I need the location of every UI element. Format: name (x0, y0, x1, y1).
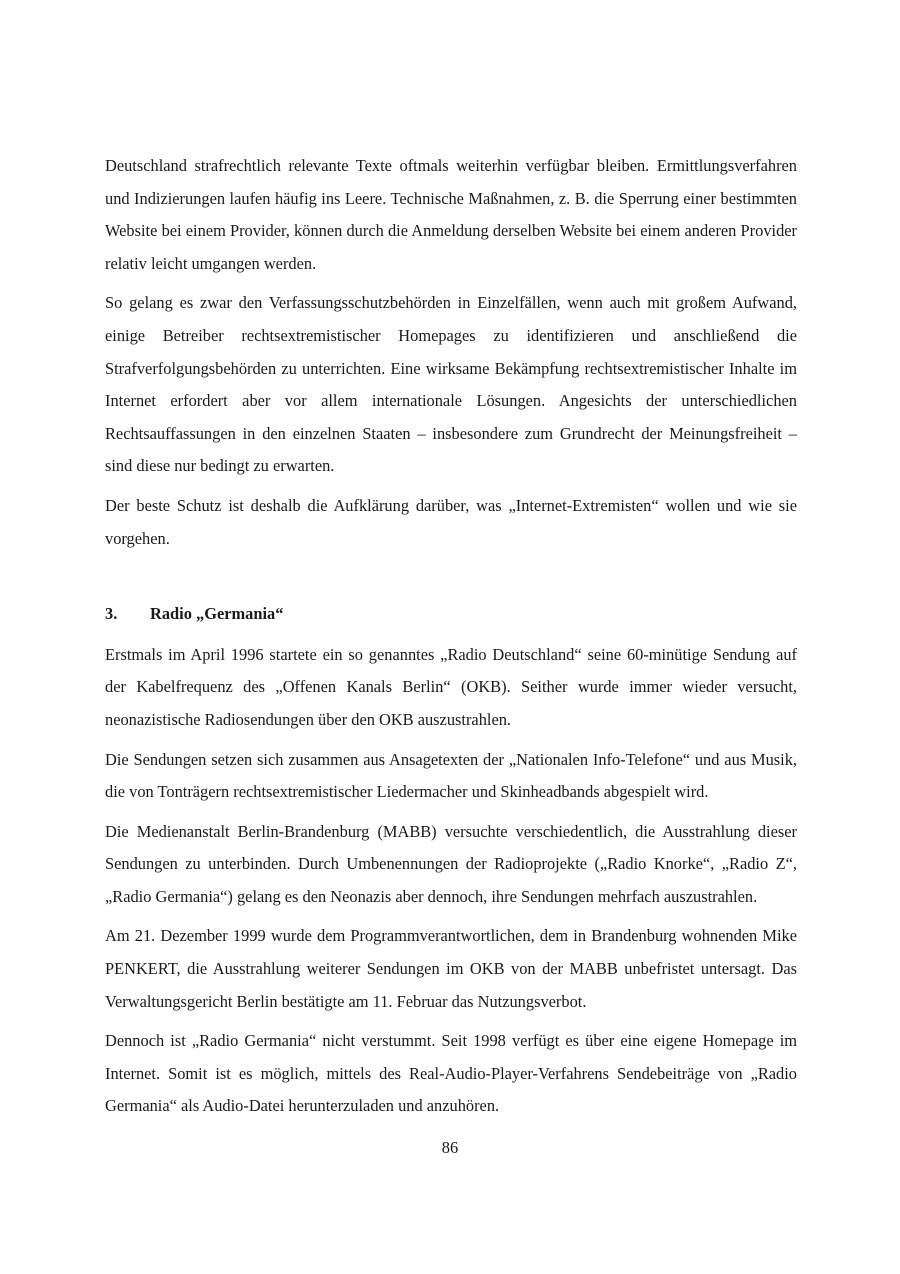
page-number: 86 (441, 1138, 459, 1157)
paragraph-8: Dennoch ist „Radio Germania“ nicht verstummt. Seit 1998 verfügt es über eine eigene Homepage im Internet. Somit ist es möglich, mittels des Real-Audio-Player-Verfahrens Sendebeiträge von „Radio Germania“ als Audio-Datei herunterzuladen und anzuhören. (105, 1031, 797, 1116)
section-title: Radio „Germania“ (150, 604, 284, 624)
paragraph-4: Erstmals im April 1996 startete ein so genanntes „Radio Deutschland“ seine 60-minütige Sendung auf der Kabelfrequenz des „Offenen Kanals Berlin“ (OKB). Seither wurde immer wieder versucht, neonazistische Radiosendungen über den OKB auszustrahlen. (105, 644, 797, 729)
paragraph-3: Der beste Schutz ist deshalb die Aufklärung darüber, was „Internet-Extremisten“ wollen und wie sie vorgehen. (105, 495, 797, 548)
section-heading (105, 598, 797, 631)
section-number: 3. (105, 604, 118, 624)
paragraph-1: Deutschland strafrechtlich relevante Texte oftmals weiterhin verfügbar bleiben. Ermittlungsverfahren und Indizierungen laufen häufig ins Leere. Technische Maßnahmen, z. B. die Sperrung einer bestimmten Website bei einem Provider, können durch die Anmeldung derselben Website bei einem anderen Provider relativ leicht umgangen werden. (105, 156, 797, 273)
paragraph-5: Die Sendungen setzen sich zusammen aus Ansagetexten der „Nationalen Info-Telefone“ und aus Musik, die von Tonträgern rechtsextremistischer Liedermacher und Skinheadbands abgespielt wird. (105, 749, 797, 802)
paragraph-2: So gelang es zwar den Verfassungsschutzbehörden in Einzelfällen, wenn auch mit großem Aufwand, einige Betreiber rechtsextremistischer Homepages zu identifizieren und anschließend die Strafverfolgungsbehörden zu unterrichten. Eine wirksame Bekämpfung rechtsextremistischer Inhalte im Internet erfordert aber vor allem internationale Lösungen. Angesichts der unterschiedlichen Rechtsauffassungen in den einzelnen Staaten – insbesondere zum Grundrecht der Meinungsfreiheit – sind diese nur bedingt zu erwarten. (105, 293, 797, 476)
paragraph-7: Am 21. Dezember 1999 wurde dem Programmverantwortlichen, dem in Brandenburg wohnenden Mike PENKERT, die Ausstrahlung weiterer Sendungen im OKB von der MABB unbefristet untersagt. Das Verwaltungsgericht Berlin bestätigte am 11. Februar das Nutzungsverbot. (105, 926, 797, 1011)
page-content (105, 150, 797, 1130)
paragraph-6: Die Medienanstalt Berlin-Brandenburg (MABB) versuchte verschiedentlich, die Ausstrahlung dieser Sendungen zu unterbinden. Durch Umbenennungen der Radioprojekte („Radio Knorke“, „Radio Z“, „Radio Germania“) gelang es den Neonazis aber dennoch, ihre Sendungen mehrfach auszustrahlen. (105, 821, 797, 906)
